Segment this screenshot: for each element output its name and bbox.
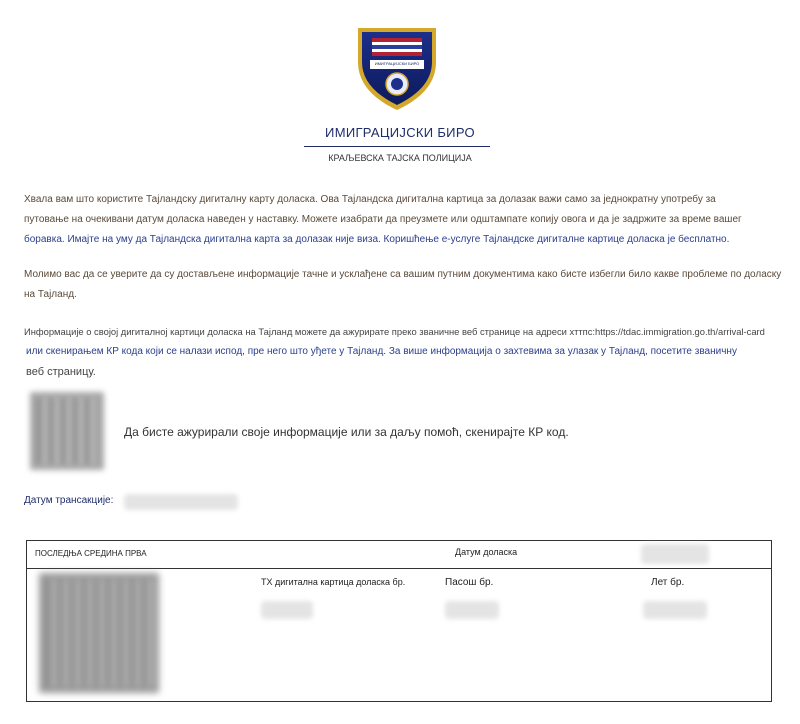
thai-immigration-bureau-emblem-icon bbox=[352, 22, 442, 114]
arrival-date-value-redacted bbox=[641, 544, 709, 564]
emblem-text: ИМИГРАЦИЈСКИ БИРО bbox=[374, 61, 420, 66]
card-number-label: ТХ дигитална картица доласка бр. bbox=[261, 577, 406, 587]
card-number-value-redacted bbox=[261, 601, 313, 619]
update-qr-code[interactable] bbox=[30, 392, 104, 470]
update-line-3: веб страницу. bbox=[26, 366, 96, 378]
transaction-date-label: Датум трансакције: bbox=[24, 495, 114, 506]
intro-paragraph bbox=[24, 190, 784, 250]
arrival-card-table bbox=[26, 540, 772, 702]
flight-value-redacted bbox=[643, 601, 707, 619]
passport-value-redacted bbox=[445, 601, 499, 619]
transaction-date-value-redacted bbox=[124, 494, 238, 510]
card-qr-code bbox=[39, 573, 159, 693]
notice-line-1: Молимо вас да се уверите да су достављене информације тачне и усклађене са вашим путним документима како бисте избегли било какве проблеме по доласку bbox=[24, 269, 782, 280]
intro-line-3: боравка. Имајте на уму да Тајландска дигитална карта за долазак није виза. Коришћење е-услуге Тајландске дигиталне картице доласка је бесплатно. bbox=[24, 234, 730, 245]
notice-line-2: на Тајланд. bbox=[24, 289, 77, 300]
notice-paragraph bbox=[24, 265, 784, 305]
intro-line-1: Хвала вам што користите Тајландску дигиталну карту доласка. Ова Тајландска дигитална картица за долазак важи само за једнократну употребу за bbox=[24, 194, 716, 205]
page-title: ИМИГРАЦИЈСКИ БИРО bbox=[325, 125, 475, 140]
passport-label: Пасош бр. bbox=[445, 577, 494, 588]
arrival-date-header: Датум доласка bbox=[455, 547, 518, 557]
title-divider bbox=[304, 146, 490, 147]
table-row-divider bbox=[27, 568, 771, 569]
page-subtitle: КРАЉЕВСКА ТАЈСКА ПОЛИЦИЈА bbox=[328, 153, 472, 163]
name-header: ПОСЛЕДЊА СРЕДИНА ПРВА bbox=[35, 549, 147, 558]
update-line-2: или скенирањем КР кода који се налази испод, пре него што уђете у Тајланд. За више информација о захтевима за улазак у Тајланд, посетите званичну bbox=[26, 346, 737, 357]
update-paragraph bbox=[24, 322, 794, 382]
flight-label: Лет бр. bbox=[651, 577, 685, 588]
qr-instructions: Да бисте ажурирали своје информације или за даљу помоћ, скенирајте КР код. bbox=[124, 425, 569, 439]
update-line-1: Информације о својој дигиталној картици доласка на Тајланд можете да ажурирате преко званичне веб странице на адреси хттпс:https://tdac.immigration.go.th/arrival-card bbox=[24, 326, 765, 337]
emblem-logo bbox=[352, 22, 442, 114]
intro-line-2: путовање на очекивани датум доласка наведен у наставку. Можете изабрати да преузмете или одштампате копију овога и да је задржите за време вашег bbox=[24, 214, 742, 225]
